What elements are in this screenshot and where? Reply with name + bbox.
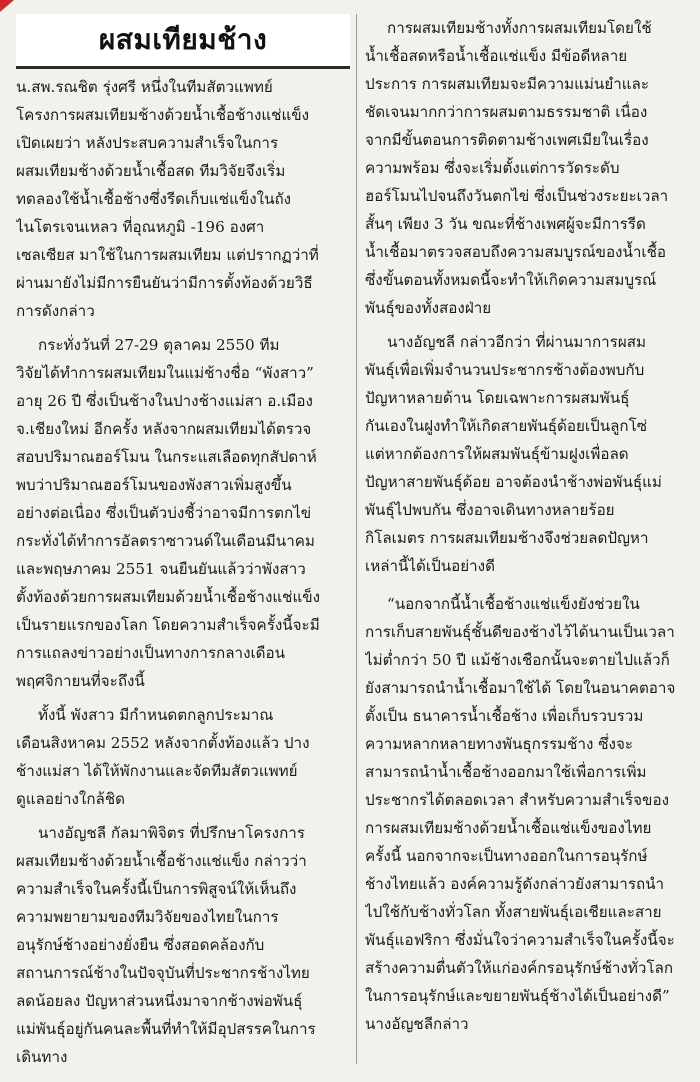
left-line: เซลเซียส มาใช้ในการผสมเทียม แต่ปรากฏว่าที่ bbox=[16, 246, 319, 264]
right-line: พันธุ์แอฟริกา ซึ่งมั่นใจว่าความสำเร็จในครั้งนี้จะ bbox=[365, 931, 675, 949]
right-line: ประการ การผสมเทียมจะมีความแม่นยำและ bbox=[365, 75, 649, 93]
left-line: อนุรักษ์ช้างอย่างยั่งยืน ซึ่งสอดคล้องกับ bbox=[16, 936, 265, 954]
left-line: ตั้งท้องด้วยการผสมเทียมด้วยน้ำเชื้อช้างแช่แข็ง bbox=[16, 588, 321, 606]
left-line: ความพยายามของทีมวิจัยของไทยในการ bbox=[16, 908, 279, 926]
left-line: แม่พันธุ์อยู่กันคนละพื้นที่ทำให้มีอุปสรรคในการ bbox=[16, 1020, 316, 1038]
right-line: ชัดเจนมากกว่าการผสมตามธรรมชาติ เนื่อง bbox=[365, 103, 648, 121]
right-line: ครั้งนี้ นอกจากจะเป็นทางออกในการอนุรักษ์ bbox=[365, 847, 648, 865]
right-line: น้ำเชื้อมาตรวจสอบถึงความสมบูรณ์ของน้ำเชื้อ bbox=[365, 243, 667, 261]
right-line: การผสมเทียมช้างด้วยน้ำเชื้อแช่แข็งของไทย bbox=[365, 819, 652, 837]
left-line: พบว่าปริมาณฮอร์โมนของพังสาวเพิ่มสูงขึ้น bbox=[16, 476, 292, 494]
right-line: กันเองในฝูงทำให้เกิดสายพันธุ์ด้อยเป็นลูกโซ่ bbox=[365, 417, 648, 435]
left-line: อย่างต่อเนื่อง ซึ่งเป็นตัวบ่งชี้ว่าอาจมีการตกไข่ bbox=[16, 504, 312, 522]
left-line: จ.เชียงใหม่ อีกครั้ง หลังจากผสมเทียมได้ตรวจ bbox=[16, 420, 312, 438]
left-line: โครงการผสมเทียมช้างด้วยน้ำเชื้อช้างแช่แข็ง bbox=[16, 106, 310, 124]
right-line: ในการอนุรักษ์และขยายพันธุ์ช้างได้เป็นอย่างดี” bbox=[365, 987, 670, 1005]
left-line: ผสมเทียมช้างด้วยน้ำเชื้อช้างแช่แข็ง กล่าวว่า bbox=[16, 852, 307, 870]
left-line: เป็นรายแรกของโลก โดยความสำเร็จครั้งนี้จะมี bbox=[16, 616, 320, 634]
left-line: อายุ 26 ปี ซึ่งเป็นช้างในปางช้างแม่สา อ.เมือง bbox=[16, 392, 313, 410]
left-line: ลดน้อยลง ปัญหาส่วนหนึ่งมาจากช้างพ่อพันธุ์ bbox=[16, 992, 303, 1010]
right-line: “นอกจากนี้น้ำเชื้อช้างแช่แข็งยังช่วยใน bbox=[387, 595, 640, 613]
left-line: ทดลองใช้น้ำเชื้อช้างซึ่งรีดเก็บแช่แข็งในถัง bbox=[16, 190, 292, 208]
right-line: นางอัญชลีกล่าว bbox=[365, 1015, 469, 1033]
right-line: สามารถนำน้ำเชื้อช้างออกมาใช้เพื่อการเพิ่ม bbox=[365, 763, 647, 781]
right-line: ประชากรได้ตลอดเวลา สำหรับความสำเร็จของ bbox=[365, 791, 669, 809]
left-line: เปิดเผยว่า หลังประสบความสำเร็จในการ bbox=[16, 134, 279, 152]
left-line: ดูแลอย่างใกล้ชิด bbox=[16, 790, 126, 808]
right-line: ตั้งเป็น ธนาคารน้ำเชื้อช้าง เพื่อเก็บรวบรวม bbox=[365, 707, 644, 725]
right-line: ปัญหาสายพันธุ์ด้อย อาจต้องนำช้างพ่อพันธุ์แม่ bbox=[365, 473, 662, 491]
right-line: การเก็บสายพันธุ์ชั้นดีของช้างไว้ได้นานเป็นเวลา bbox=[365, 623, 675, 641]
headline: ผสมเทียมช้าง bbox=[98, 23, 268, 56]
right-line: กิโลเมตร การผสมเทียมช้างจึงช่วยลดปัญหา bbox=[365, 529, 649, 547]
right-line: ฮอร์โมนไปจนถึงวันตกไข่ ซึ่งเป็นช่วงระยะเวลา bbox=[365, 187, 669, 205]
left-line: นางอัญชลี กัลมาพิจิตร ที่ปรึกษาโครงการ bbox=[38, 824, 305, 842]
left-line: และพฤษภาคม 2551 จนยืนยันแล้วว่าพังสาว bbox=[16, 560, 306, 578]
left-line: ผสมเทียมช้างด้วยน้ำเชื้อสด ทีมวิจัยจึงเริ่ม bbox=[16, 162, 286, 180]
right-line: พันธุ์เพื่อเพิ่มจำนวนประชากรช้างต้องพบกับ bbox=[365, 361, 645, 379]
right-line: พันธุ์ไปพบกัน ซึ่งอาจเดินทางหลายร้อย bbox=[365, 501, 615, 519]
right-line: น้ำเชื้อสดหรือน้ำเชื้อแช่แข็ง มีข้อดีหลาย bbox=[365, 47, 628, 65]
right-line: ความหลากหลายทางพันธุกรรมช้าง ซึ่งจะ bbox=[365, 735, 634, 753]
right-line: พันธุ์ของทั้งสองฝ่าย bbox=[365, 299, 492, 317]
headline-box bbox=[16, 14, 350, 69]
right-line: ไปใช้กับช้างทั่วโลก ทั้งสายพันธุ์เอเชียและสาย bbox=[365, 903, 662, 921]
right-line: จากมีขั้นตอนการติดตามช้างเพศเมียในเรื่อง bbox=[365, 131, 649, 149]
left-line: สถานการณ์ช้างในปัจจุบันที่ประชากรช้างไทย bbox=[16, 964, 310, 982]
left-line: ช้างแม่สา ได้ให้พักงานและจัดทีมสัตวแพทย์ bbox=[16, 762, 298, 780]
right-line: ปัญหาหลายด้าน โดยเฉพาะการผสมพันธุ์ bbox=[365, 389, 630, 407]
right-line: ยังสามารถนำน้ำเชื้อมาใช้ได้ โดยในอนาคตอาจ bbox=[365, 679, 676, 697]
right-line: ซึ่งขั้นตอนทั้งหมดนี้จะทำให้เกิดความสมบูรณ์ bbox=[365, 271, 657, 289]
left-line: สอบปริมาณฮอร์โมน ในกระแสเลือดทุกสัปดาห์ bbox=[16, 448, 317, 466]
right-line: แต่หากต้องการให้ผสมพันธุ์ข้ามฝูงเพื่อลด bbox=[365, 445, 629, 463]
right-line: สั้นๆ เพียง 3 วัน ขณะที่ช้างเพศผู้จะมีการรีด bbox=[365, 215, 646, 233]
right-line: ไม่ต่ำกว่า 50 ปี แม้ช้างเชือกนั้นจะตายไปแล้วก็ bbox=[365, 651, 670, 669]
left-line: น.สพ.รณชิต รุ่งศรี หนึ่งในทีมสัตวแพทย์ bbox=[16, 78, 273, 96]
right-line: การผสมเทียมช้างทั้งการผสมเทียมโดยใช้ bbox=[387, 19, 652, 37]
right-line: ความพร้อม ซึ่งจะเริ่มตั้งแต่การวัดระดับ bbox=[365, 159, 620, 177]
left-line: วิจัยได้ทำการผสมเทียมในแม่ช้างชื่อ “พังสาว” bbox=[16, 364, 314, 382]
left-line: กระทั่งได้ทำการอัลตราซาวนด์ในเดือนมีนาคม bbox=[16, 532, 315, 550]
left-line: ไนโตรเจนเหลว ที่อุณหภูมิ -196 องศา bbox=[16, 218, 265, 236]
left-line: เดินทาง bbox=[16, 1048, 68, 1066]
left-line: กระทั่งวันที่ 27-29 ตุลาคม 2550 ทีม bbox=[38, 336, 280, 354]
left-line: ความสำเร็จในครั้งนี้เป็นการพิสูจน์ให้เห็นถึง bbox=[16, 880, 297, 898]
corner-mark bbox=[0, 0, 14, 12]
left-line: การดังกล่าว bbox=[16, 302, 95, 320]
left-line: พฤศจิกายนที่จะถึงนี้ bbox=[16, 672, 145, 690]
left-line: ทั้งนี้ พังสาว มีกำหนดตกลูกประมาณ bbox=[38, 706, 274, 724]
left-line: การแถลงข่าวอย่างเป็นทางการกลางเดือน bbox=[16, 644, 286, 662]
right-line: นางอัญชลี กล่าวอีกว่า ที่ผ่านมาการผสม bbox=[387, 333, 647, 351]
column-divider bbox=[356, 14, 357, 1064]
right-line: เหล่านี้ได้เป็นอย่างดี bbox=[365, 557, 495, 575]
left-line: เดือนสิงหาคม 2552 หลังจากตั้งท้องแล้ว ปาง bbox=[16, 734, 310, 752]
right-line: ช้างไทยแล้ว องค์ความรู้ดังกล่าวยังสามารถนำ bbox=[365, 875, 665, 893]
left-line: ผ่านมายังไม่มีการยืนยันว่ามีการตั้งท้องด้วยวิธี bbox=[16, 274, 313, 292]
right-line: สร้างความตื่นตัวให้แก่องค์กรอนุรักษ์ช้างทั่วโลก bbox=[365, 959, 674, 977]
